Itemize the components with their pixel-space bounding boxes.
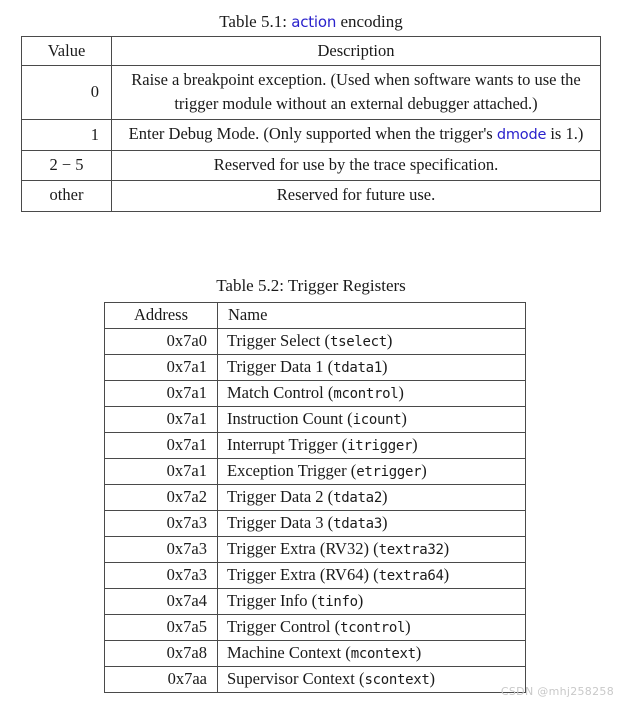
table-row <box>105 459 526 485</box>
table-51-header-description: Description <box>112 37 601 66</box>
register-address-cell: 0x7aa <box>105 667 218 693</box>
register-mnemonic: textra64 <box>378 568 444 584</box>
table-51-header-row <box>22 37 601 66</box>
table-row <box>22 150 601 180</box>
register-address-cell: 0x7a1 <box>105 459 218 485</box>
table-51-caption-suffix: encoding <box>340 12 403 31</box>
register-address-cell: 0x7a3 <box>105 511 218 537</box>
register-mnemonic: mcontext <box>350 646 416 662</box>
csdn-watermark: CSDN @mhj258258 <box>500 685 614 698</box>
register-name-cell: Trigger Data 1 (tdata1) <box>218 355 526 381</box>
register-long-name: Trigger Info <box>227 591 308 610</box>
table-row <box>105 589 526 615</box>
register-name-cell: Instruction Count (icount) <box>218 407 526 433</box>
table-51-head <box>22 37 601 66</box>
register-mnemonic: tcontrol <box>340 620 406 636</box>
table-51-header-value: Value <box>22 37 112 66</box>
register-mnemonic: textra32 <box>378 542 444 558</box>
trigger-registers-table <box>104 302 526 693</box>
register-name-cell: Exception Trigger (etrigger) <box>218 459 526 485</box>
description-text: Reserved for future use. <box>276 185 436 205</box>
register-long-name: Trigger Extra (RV64) <box>227 565 369 584</box>
description-text: Raise a breakpoint exception. (Used when software wants to use the trigger module without an external debugger attached.) <box>131 70 581 113</box>
table-row <box>105 537 526 563</box>
table-51-caption-code: action <box>291 13 337 31</box>
register-long-name: Machine Context <box>227 643 342 662</box>
register-mnemonic: tdata1 <box>333 360 382 376</box>
table-51-wrapper <box>21 36 601 212</box>
table-51-caption <box>0 12 622 32</box>
register-mnemonic: tdata2 <box>333 490 382 506</box>
table-row <box>105 511 526 537</box>
register-name-cell: Trigger Extra (RV64) (textra64) <box>218 563 526 589</box>
description-text: is 1.) <box>546 124 584 144</box>
table-52-body <box>105 329 526 693</box>
register-name-cell: Trigger Extra (RV32) (textra32) <box>218 537 526 563</box>
register-mnemonic: tdata3 <box>333 516 382 532</box>
register-mnemonic: icount <box>352 412 402 428</box>
register-name-cell: Supervisor Context (scontext) <box>218 667 526 693</box>
action-value-cell: other <box>22 181 112 211</box>
register-name-cell: Interrupt Trigger (itrigger) <box>218 433 526 459</box>
register-long-name: Trigger Data 2 <box>227 487 324 506</box>
register-long-name: Trigger Select <box>227 331 321 350</box>
register-address-cell: 0x7a1 <box>105 407 218 433</box>
table-52-header-address: Address <box>105 303 218 329</box>
table-row <box>105 329 526 355</box>
table-row <box>105 381 526 407</box>
table-row <box>22 181 601 211</box>
table-52-header-row <box>105 303 526 329</box>
register-long-name: Trigger Extra (RV32) <box>227 539 369 558</box>
register-name-cell: Trigger Data 2 (tdata2) <box>218 485 526 511</box>
action-description-cell <box>112 150 601 180</box>
register-address-cell: 0x7a1 <box>105 355 218 381</box>
register-long-name: Trigger Control <box>227 617 331 636</box>
register-address-cell: 0x7a8 <box>105 641 218 667</box>
action-value-cell: 0 <box>22 66 112 120</box>
table-51-caption-prefix: Table 5.1: <box>219 12 287 31</box>
table-row <box>105 485 526 511</box>
table-row <box>105 433 526 459</box>
register-address-cell: 0x7a2 <box>105 485 218 511</box>
register-mnemonic: etrigger <box>356 464 422 480</box>
action-value-cell: 1 <box>22 120 112 151</box>
action-value-cell: 2 − 5 <box>22 150 112 180</box>
table-row <box>105 355 526 381</box>
register-address-cell: 0x7a5 <box>105 615 218 641</box>
action-description-cell <box>112 181 601 211</box>
table-51-body <box>22 66 601 211</box>
register-long-name: Trigger Data 1 <box>227 357 324 376</box>
register-address-cell: 0x7a4 <box>105 589 218 615</box>
register-address-cell: 0x7a0 <box>105 329 218 355</box>
table-row <box>22 120 601 151</box>
action-description-cell <box>112 66 601 120</box>
register-mnemonic: itrigger <box>347 438 413 454</box>
register-address-cell: 0x7a1 <box>105 433 218 459</box>
register-long-name: Supervisor Context <box>227 669 355 688</box>
table-52-caption: Table 5.2: Trigger Registers <box>216 276 406 295</box>
inline-code-identifier: dmode <box>496 127 547 144</box>
register-name-cell: Machine Context (mcontext) <box>218 641 526 667</box>
table-52-head <box>105 303 526 329</box>
register-long-name: Exception Trigger <box>227 461 347 480</box>
register-name-cell: Trigger Data 3 (tdata3) <box>218 511 526 537</box>
register-mnemonic: tselect <box>329 334 387 350</box>
table-row <box>22 66 601 120</box>
table-row <box>105 563 526 589</box>
register-long-name: Match Control <box>227 383 324 402</box>
register-address-cell: 0x7a3 <box>105 563 218 589</box>
register-name-cell: Trigger Info (tinfo) <box>218 589 526 615</box>
register-mnemonic: mcontrol <box>333 386 399 402</box>
register-name-cell: Trigger Select (tselect) <box>218 329 526 355</box>
register-long-name: Interrupt Trigger <box>227 435 338 454</box>
register-address-cell: 0x7a1 <box>105 381 218 407</box>
action-encoding-table <box>21 36 601 212</box>
table-row <box>105 667 526 693</box>
register-long-name: Instruction Count <box>227 409 343 428</box>
table-52-wrapper <box>104 302 526 693</box>
table-row <box>105 641 526 667</box>
table-row <box>105 407 526 433</box>
register-mnemonic: tinfo <box>317 594 358 610</box>
table-52-header-name: Name <box>218 303 526 329</box>
register-name-cell: Trigger Control (tcontrol) <box>218 615 526 641</box>
description-text: Enter Debug Mode. (Only supported when the trigger's <box>128 124 497 144</box>
register-address-cell: 0x7a3 <box>105 537 218 563</box>
register-long-name: Trigger Data 3 <box>227 513 324 532</box>
description-text: Reserved for use by the trace specification. <box>213 154 499 174</box>
register-name-cell: Match Control (mcontrol) <box>218 381 526 407</box>
action-description-cell <box>112 120 601 151</box>
register-mnemonic: scontext <box>364 672 430 688</box>
table-row <box>105 615 526 641</box>
